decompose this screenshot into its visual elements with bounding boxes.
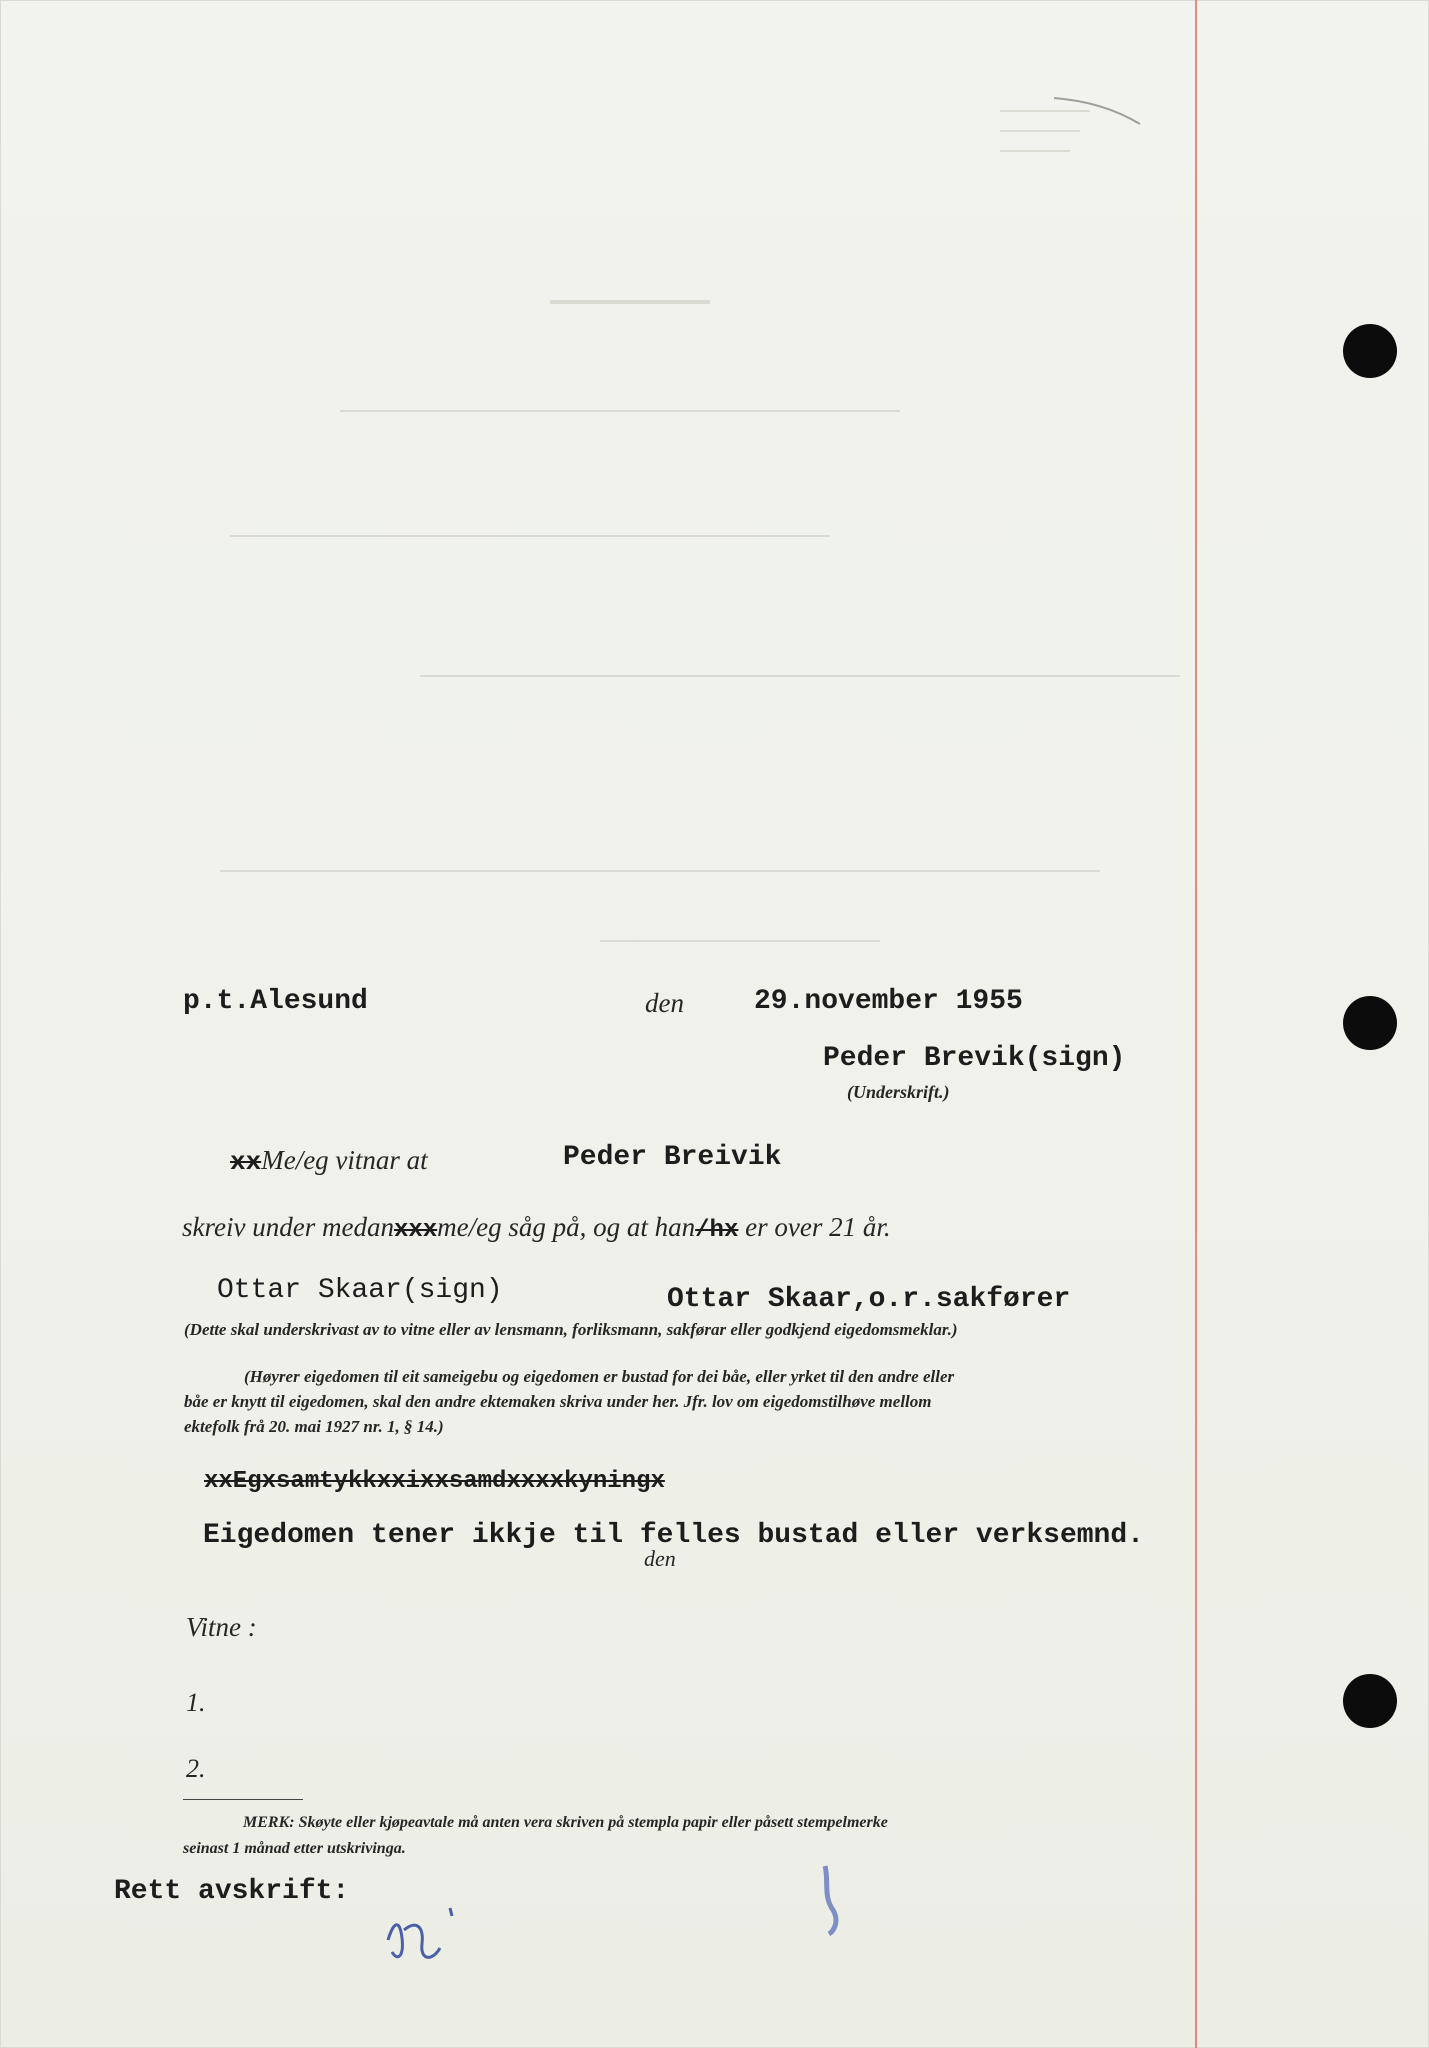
red-margin-line <box>1195 0 1197 2048</box>
pencil-mark <box>1050 90 1150 130</box>
merk-divider <box>183 1799 303 1800</box>
vitne-label: Vitne : <box>186 1612 257 1642</box>
signature-text: Peder Brevik(sign) <box>823 1043 1126 1074</box>
merk-line-2: seinast 1 månad etter utskrivinga. <box>183 1840 406 1857</box>
witness-instruction-note: (Dette skal underskrivast av to vitne eller av lensmann, forliksmann, sakførar eller godkjend eigedomsmeklar.) <box>184 1320 958 1339</box>
spouse-note-line-1: (Høyrer eigedomen til eit sameigebu og eigedomen er bustad for dei båe, eller yrket til den andre eller <box>244 1367 955 1386</box>
spouse-note-line-2: båe er knytt til eigedomen, skal den andre ektemaken skriva under her. Jfr. lov om eigedomstilhøve mellom <box>184 1392 932 1411</box>
witness-line-2-part3: er over 21 år. <box>738 1212 891 1242</box>
blue-pen-mark <box>815 1860 855 1940</box>
spouse-note-line-3: ektefolk frå 20. mai 1927 nr. 1, § 14.) <box>184 1417 444 1436</box>
witness-line-2-part2: me/eg såg på, og at han <box>437 1212 696 1242</box>
witness-line-2 <box>182 1212 891 1244</box>
vitne-number-2: 2. <box>186 1754 206 1783</box>
witness-2-signature: Ottar Skaar,o.r.sakfører <box>667 1284 1071 1315</box>
punch-hole-bottom <box>1343 1674 1397 1728</box>
witness-prefix: Me/eg vitnar at <box>261 1145 428 1175</box>
punch-hole-top <box>1343 324 1397 378</box>
witness-line-2-part1: skreiv under medan <box>182 1212 394 1242</box>
witness-line-2-struck: xxx <box>393 1217 438 1244</box>
merk-line-1: MERK: Skøyte eller kjøpeavtale må anten vera skriven på stempla papir eller påsett stempelmerke <box>243 1814 888 1831</box>
spouse-den-label: den <box>644 1546 676 1571</box>
vitne-number-1: 1. <box>186 1688 206 1717</box>
den-label: den <box>645 988 684 1018</box>
handwritten-initials <box>380 1890 470 1970</box>
witnessed-person-name: Peder Breivik <box>563 1142 782 1173</box>
rett-avskrift-label: Rett avskrift: <box>114 1876 350 1907</box>
date-text: 29.november 1955 <box>754 986 1023 1017</box>
witness-1-signature: Ottar Skaar(sign) <box>217 1275 503 1306</box>
witness-line-2-struck2: /hx <box>695 1217 739 1244</box>
property-use-statement: Eigedomen tener ikkje til felles bustad eller verksemnd. <box>203 1520 1144 1551</box>
witness-line-1 <box>230 1145 428 1177</box>
place-text: p.t.Alesund <box>183 986 368 1017</box>
punch-hole-middle <box>1343 996 1397 1050</box>
struck-consent-line: xxEgxsamtykkxxixxsamdxxxxkyningx <box>204 1468 665 1495</box>
signature-caption: (Underskrift.) <box>847 1082 950 1102</box>
struck-prefix: xx <box>230 1147 262 1177</box>
